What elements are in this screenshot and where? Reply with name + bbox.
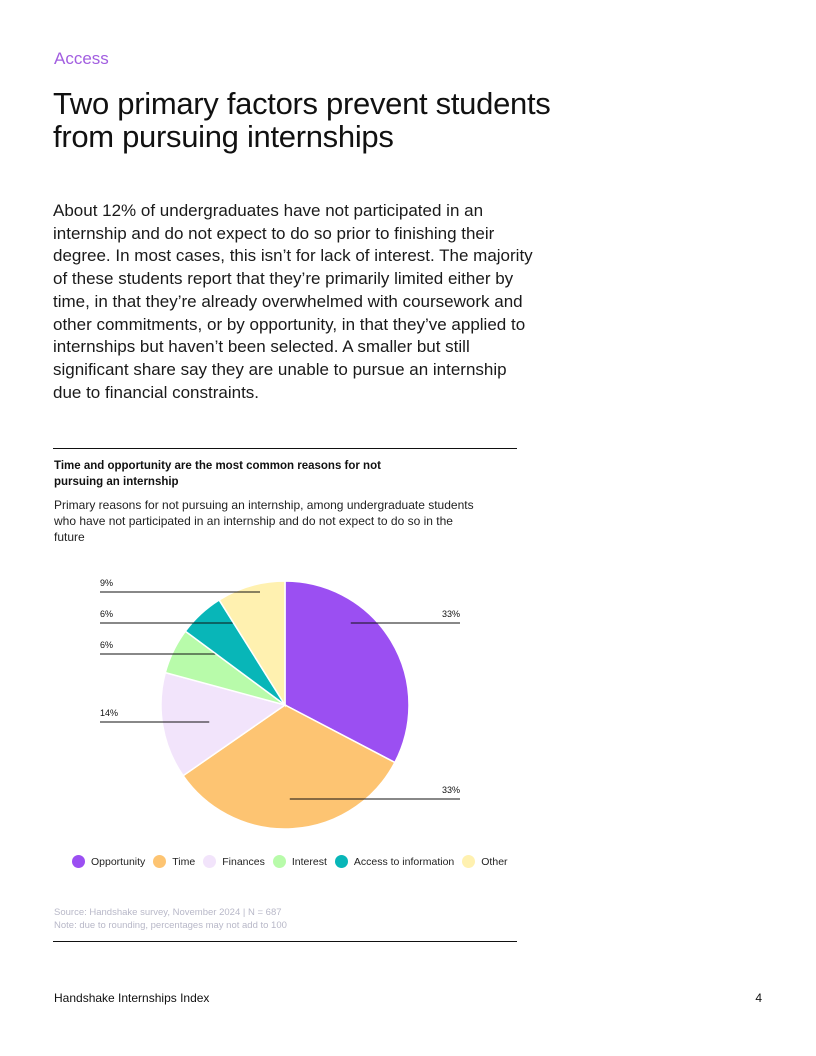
section-label: Access	[54, 49, 109, 68]
legend-item	[203, 855, 265, 868]
legend-swatch	[203, 855, 216, 868]
footer-title: Handshake Internships Index	[54, 991, 210, 1005]
legend-swatch	[153, 855, 166, 868]
legend-swatch	[335, 855, 348, 868]
page-number: 4	[755, 991, 762, 1005]
legend-label: Finances	[222, 855, 265, 868]
divider-top	[53, 448, 517, 449]
legend-item	[273, 855, 327, 868]
source-line: Source: Handshake survey, November 2024 | N = 687	[54, 907, 282, 918]
chart-subtitle: Primary reasons for not pursuing an internship, among undergraduate students who have not participated in an internship and do not expect to do so in the future	[54, 498, 474, 544]
legend-swatch	[462, 855, 475, 868]
data-label: 9%	[100, 578, 114, 588]
legend-item	[462, 855, 507, 868]
data-label: 14%	[100, 708, 119, 718]
rounding-note: Note: due to rounding, percentages may not add to 100	[54, 920, 287, 931]
divider-bottom	[53, 941, 517, 942]
pie-chart	[0, 560, 816, 840]
legend-label: Access to information	[353, 855, 455, 868]
chart-title: Time and opportunity are the most common reasons for not pursuing an internship	[54, 460, 381, 488]
data-label: 6%	[100, 609, 114, 619]
chart-legend	[72, 855, 532, 868]
legend-swatch	[72, 855, 85, 868]
legend-item	[72, 855, 145, 868]
legend-label: Interest	[291, 855, 327, 868]
legend-item	[335, 855, 454, 868]
legend-swatch	[273, 855, 286, 868]
page-title: Two primary factors prevent students from pursuing internships	[53, 86, 551, 154]
legend-label: Time	[172, 855, 196, 868]
legend-item	[153, 855, 195, 868]
intro-paragraph: About 12% of undergraduates have not participated in an internship and do not expect to do so prior to finishing their degree. In most cases, this isn’t for lack of interest. The majority of these students report that they’re primarily limited either by time, in that they’re already overwhelmed with coursework and other commitments, or by opportunity, in that they’ve applied to internships but haven’t been selected. A smaller but still significant share say they are unable to pursue an internship due to financial constraints.	[53, 201, 533, 402]
source-note	[54, 906, 454, 932]
data-label: 33%	[441, 609, 460, 619]
legend-label: Other	[481, 855, 508, 868]
data-label: 33%	[441, 785, 460, 795]
legend-label: Opportunity	[91, 855, 146, 868]
data-label: 6%	[100, 640, 114, 650]
